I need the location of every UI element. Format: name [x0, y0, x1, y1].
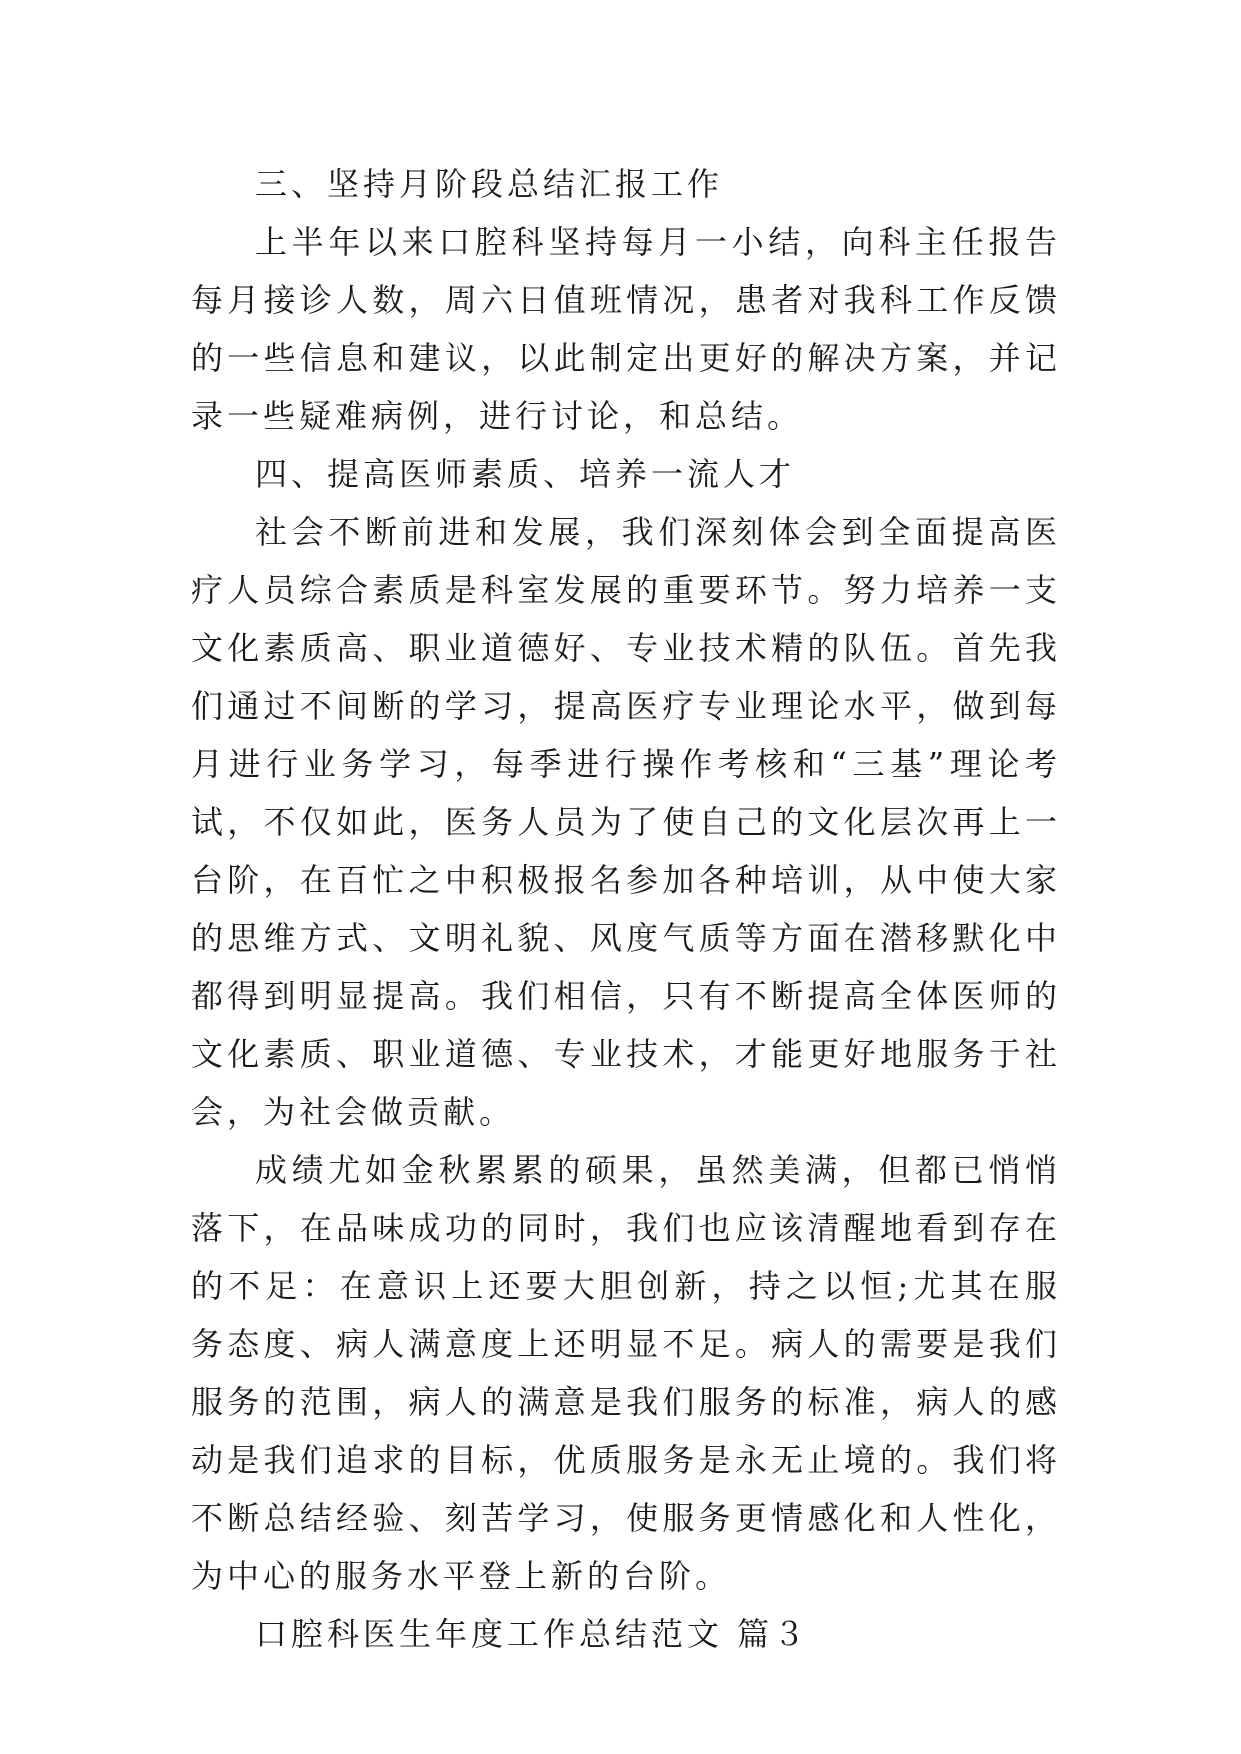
paragraph-achievements: 成绩尤如金秋累累的硕果，虽然美满，但都已悄悄落下，在品味成功的同时，我们也应该清醒地看到存在的不足：在意识上还要大胆创新，持之以恒;尤其在服务态度、病人满意度上还明显不足。病人的需要是我们服务的范围，病人的满意是我们服务的标准，病人的感动是我们追求的目标，优质服务是永无止境的。我们将不断总结经验、刻苦学习，使服务更情感化和人性化，为中心的服务水平登上新的台阶。 [191, 1151, 1061, 1595]
document-body [191, 155, 1061, 1663]
paragraph-staff-quality: 社会不断前进和发展，我们深刻体会到全面提高医疗人员综合素质是科室发展的重要环节。努力培养一支文化素质高、职业道德好、专业技术精的队伍。首先我们通过不间断的学习，提高医疗专业理论水平，做到每月进行业务学习，每季进行操作考核和“三基”理论考试，不仅如此，医务人员为了使自己的文化层次再上一台阶，在百忙之中积极报名参加各种培训，从中使大家的思维方式、文明礼貌、风度气质等方面在潜移默化中都得到明显提高。我们相信，只有不断提高全体医师的文化素质、职业道德、专业技术，才能更好地服务于社会，为社会做贡献。 [191, 513, 1061, 1131]
section-heading-4: 四、提高医师素质、培养一流人才 [255, 455, 796, 493]
article-title-part-3: 口腔科医生年度工作总结范文 篇３ [255, 1615, 810, 1653]
section-heading-3: 三、坚持月阶段总结汇报工作 [255, 165, 724, 203]
paragraph-monthly-summary: 上半年以来口腔科坚持每月一小结，向科主任报告每月接诊人数，周六日值班情况，患者对我科工作反馈的一些信息和建议，以此制定出更好的解决方案，并记录一些疑难病例，进行讨论，和总结。 [191, 223, 1061, 435]
